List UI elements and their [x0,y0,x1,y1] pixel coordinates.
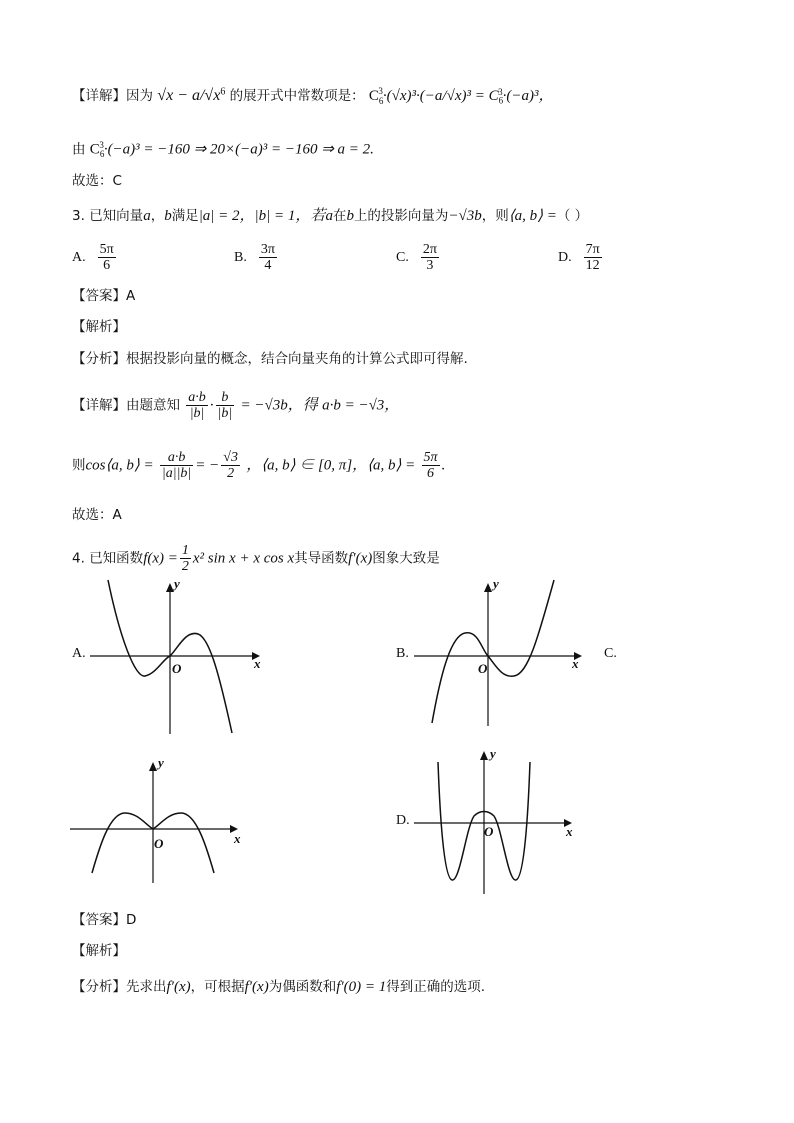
text: 得到正确的选项. [386,979,486,995]
detail-line-1 [72,82,553,110]
option-b [234,242,279,273]
binomial-expression: √x − a/√x [157,87,221,104]
analysis-summary-2 [72,978,485,996]
detail-tag: 【详解】 [72,397,126,414]
option-label: D. [558,249,572,265]
q3-detail-line-2 [72,450,445,481]
option-c [396,242,441,273]
graph-label-c: C. [604,646,617,661]
graph-label-d: D. [396,813,410,828]
graph-label-a: A. [72,646,86,661]
text: 图象大致是 [372,550,440,567]
text: ，则 [481,208,509,224]
origin-label: O [172,661,182,676]
y-axis-label: y [490,746,496,761]
projection: −√3b [448,208,482,224]
x-axis-label: x [234,831,241,846]
vector-b: b [346,208,354,224]
subscript: 6 [498,95,504,106]
answer-blank: （ ） [556,208,589,224]
derivative: f′(x) [244,979,269,995]
question-number: 4. [72,550,85,567]
fraction: $\frac{√3}{2}$ [223,450,238,481]
option-value: $\frac{7\pi}{12}$ [585,242,600,273]
fraction: $\frac{a\cdot b}{|b|}$ [188,390,206,421]
exponent: 6 [220,86,226,98]
text: 由 [72,141,86,158]
expansion-expression: ·(√x)³·(−a/√x)³ = C [382,88,499,104]
angle-range: ，⟨a, b⟩ ∈ [0, π]，⟨a, b⟩ = [246,457,416,474]
derivative: f′(x) [166,979,191,995]
analysis-label: 【解析】 [72,319,126,335]
text: 满足 [171,208,199,224]
analysis-label-2: 【解析】 [72,943,126,959]
period: . [441,457,446,474]
fraction: $\frac{b}{|b|}$ [217,390,233,421]
text: ， [150,208,165,224]
origin-label: O [154,836,164,851]
option-value: $\frac{3\pi}{4}$ [260,242,275,273]
text: 已知函数 [89,550,144,567]
origin-label: O [478,661,488,676]
analysis-summary [72,350,468,368]
option-a [72,242,118,273]
expansion-result: ·(−a)³， [502,88,554,104]
superscript: 3 [498,86,503,97]
graph-label-b: B. [396,646,409,661]
fraction: $\frac{5\pi}{6}$ [423,450,438,481]
vector-a: a [325,208,333,224]
option-value: $\frac{2\pi}{3}$ [422,242,437,273]
subscript: 6 [99,149,105,160]
graph-a [90,578,270,738]
option-label: C. [396,249,409,265]
text: 其导函数 [294,550,349,567]
vector-b: b [164,208,172,224]
question-number: 3. [72,208,85,224]
graph-c [70,755,250,885]
vector-a: a [143,208,151,224]
analysis-tag: 【分析】 [72,351,126,367]
combination-term: C [89,141,100,158]
conclusion-1: 故选：C [72,173,122,189]
x-axis-label: x [254,656,261,671]
answer-label: 【答案】A [72,288,136,304]
angle-expression: ⟨a, b⟩ = [508,208,557,224]
result: a·b = −√3， [322,397,400,414]
derivative-value: f′(0) = 1 [336,979,387,995]
text: 在 [332,208,347,224]
question-4 [72,543,440,574]
text: 由题意知 [126,397,180,414]
function-body: x² sin x + x cos x [192,550,295,567]
x-axis-label: x [566,824,573,839]
text: ，可根据 [190,979,245,995]
option-label: A. [72,249,86,265]
equation-chain: ·(−a)³ = −160 ⇒ 20×(−a)³ = −160 ⇒ a = 2. [103,141,374,158]
text: 上的投影向量为 [353,208,449,224]
origin-label: O [484,824,494,839]
graph-d [410,748,590,898]
text: 为偶函数和 [268,979,337,995]
conclusion-2: 故选：A [72,507,122,523]
detail-tag: 【详解】 [72,88,126,104]
analysis-tag: 【分析】 [72,979,126,995]
fraction: $\frac{1}{2}$ [181,543,189,574]
combination-term: $C_6^3$ [368,86,384,106]
derivative: f′(x) [348,550,373,567]
text: 则 [72,457,86,474]
option-label: B. [234,249,247,265]
y-axis-label: y [158,755,164,770]
option-value: $\frac{5\pi}{6}$ [99,242,114,273]
y-axis-label: y [174,576,180,591]
option-d [558,242,604,273]
text: 的展开式中常数项是： [229,88,365,104]
equals: = − [195,457,220,474]
condition: |a| = 2，|b| = 1，若 [198,208,326,224]
y-axis-label: y [493,576,499,591]
equation: = −√3b，得 [240,397,318,414]
text: 先求出 [126,979,167,995]
text: 因为 [126,88,153,104]
detail-line-2 [72,136,374,163]
graph-b [410,578,590,738]
function-def: f(x) = [143,550,178,567]
answer-label-2: 【答案】D [72,912,137,928]
x-axis-label: x [572,656,579,671]
analysis-text: 根据投影向量的概念，结合向量夹角的计算公式即可得解. [126,351,468,367]
text: 已知向量 [89,208,144,224]
q3-detail-line-1 [72,390,399,421]
cosine-expression: cos⟨a, b⟩ = [85,457,154,474]
superscript: 3 [99,140,104,150]
fraction: $\frac{a\cdot b}{|a||b|}$ [161,450,192,481]
question-3 [72,207,588,225]
dot-operator: · [209,397,214,414]
